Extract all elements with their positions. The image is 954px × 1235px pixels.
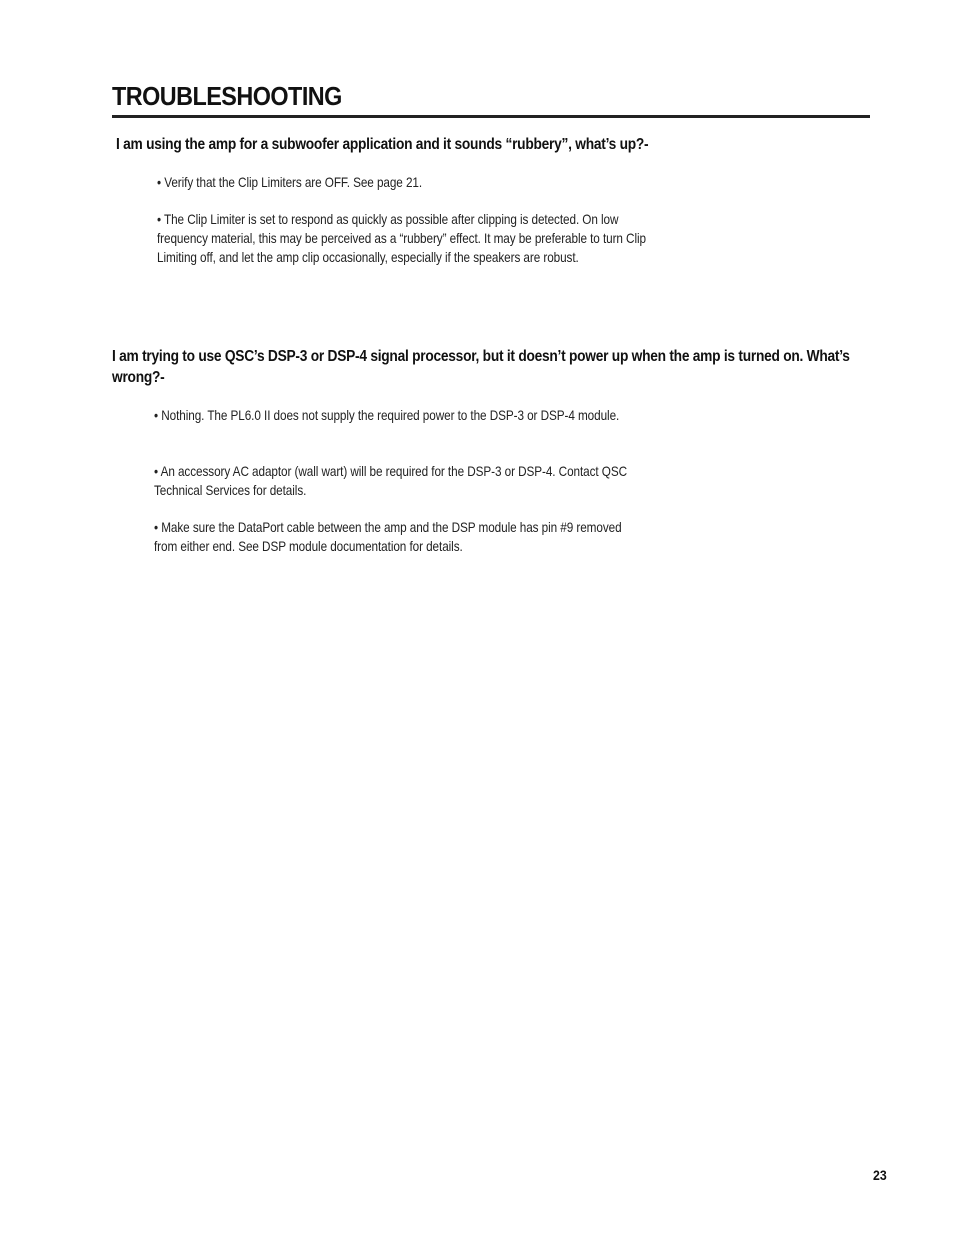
answer-ac-adaptor: • An accessory AC adaptor (wall wart) will be required for the DSP-3 or DSP-4. Contact QSC Technical Services for details. xyxy=(154,463,628,498)
question-dsp-power: I am trying to use QSC’s DSP-3 or DSP-4 signal processor, but it doesn’t power up when the amp is turned on. What’s wrong?- xyxy=(112,348,850,386)
question-subwoofer-rubbery: I am using the amp for a subwoofer application and it sounds “rubbery”, what’s up?- xyxy=(116,136,649,153)
title-divider xyxy=(112,115,870,118)
page-number: 23 xyxy=(873,1167,887,1183)
answer-verify-clip-limiters: • Verify that the Clip Limiters are OFF. See page 21. xyxy=(157,174,423,190)
answer-dataport-cable: • Make sure the DataPort cable between the amp and the DSP module has pin #9 removed from either end. See DSP module documentation for details. xyxy=(154,519,622,554)
page-title: TROUBLESHOOTING xyxy=(112,81,342,111)
answer-no-dsp-power: • Nothing. The PL6.0 II does not supply the required power to the DSP-3 or DSP-4 module. xyxy=(154,407,620,423)
answer-clip-limiter-response: • The Clip Limiter is set to respond as quickly as possible after clipping is detected. On low frequency material, this may be perceived as a “rubbery” effect. It may be preferable to turn Clip Limiting off, and let the amp clip occasionally, especially if the speakers are robust. xyxy=(157,211,646,265)
